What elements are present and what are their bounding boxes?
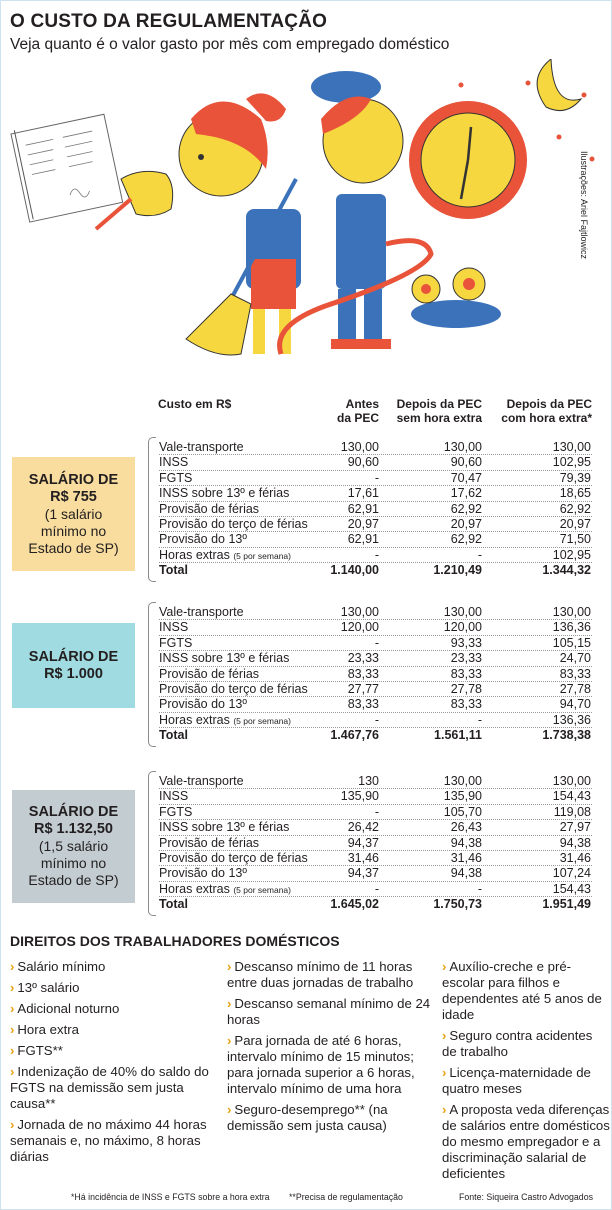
value-com-hora-extra: 1.951,49 (542, 897, 591, 912)
col-header-com-hora-extra: Depois da PEC com hora extra* (501, 397, 592, 425)
value-antes: 94,37 (347, 866, 379, 881)
value-sem-hora-extra: 135,90 (443, 789, 482, 804)
notepad-icon (10, 111, 122, 222)
rights-item-text: Auxílio-creche e pré-escolar para filhos e dependentes até 5 anos de idade (442, 959, 602, 1022)
value-sem-hora-extra: 1.750,73 (433, 897, 482, 912)
table-row (159, 820, 592, 835)
table-row (159, 651, 592, 666)
value-com-hora-extra: 18,65 (559, 486, 591, 501)
bullet-arrow-icon: › (442, 1102, 447, 1117)
value-com-hora-extra: 119,08 (553, 804, 591, 819)
table-row (159, 455, 592, 470)
rights-item-text: 13º salário (17, 980, 80, 995)
value-com-hora-extra: 94,70 (559, 697, 591, 712)
row-label: Provisão do terço de férias (159, 850, 308, 865)
table-row (159, 866, 592, 881)
row-label: Provisão do 13º (159, 866, 247, 881)
salary-badge (12, 623, 135, 708)
value-antes: 1.645,02 (330, 897, 379, 912)
value-com-hora-extra: 130,00 (552, 605, 591, 619)
table-row (159, 851, 592, 866)
bullet-arrow-icon: › (227, 996, 232, 1011)
row-label: Provisão do 13º (159, 697, 247, 712)
footnote-hora-extra: *Há incidência de INSS e FGTS sobre a hora extra (71, 1192, 270, 1202)
value-sem-hora-extra: 93,33 (450, 635, 482, 650)
value-com-hora-extra: 136,36 (552, 712, 591, 727)
bullet-arrow-icon: › (10, 1064, 15, 1079)
value-com-hora-extra: 31,46 (559, 850, 591, 865)
value-sem-hora-extra: 94,38 (450, 866, 482, 881)
value-com-hora-extra: 102,95 (552, 547, 591, 562)
bullet-arrow-icon: › (442, 1028, 447, 1043)
value-sem-hora-extra: 1.561,11 (434, 728, 482, 743)
table-row (159, 697, 592, 712)
clock-icon (409, 101, 527, 219)
page-title: O CUSTO DA REGULAMENTAÇÃO (10, 11, 328, 32)
rights-item (227, 996, 432, 1028)
value-sem-hora-extra: - (477, 712, 482, 727)
salary-badge (12, 457, 135, 571)
row-label: FGTS (159, 635, 193, 650)
rights-item-text: Indenização de 40% do saldo do FGTS na demissão sem justa causa** (10, 1064, 209, 1111)
value-com-hora-extra: 71,50 (559, 532, 591, 547)
cost-rows (159, 440, 592, 579)
table-row (159, 620, 592, 635)
row-label: Vale-transporte (159, 440, 244, 454)
value-com-hora-extra: 107,24 (552, 866, 591, 881)
row-label: INSS (159, 455, 189, 470)
rights-item (10, 1022, 215, 1038)
row-label: Provisão de férias (159, 835, 260, 850)
bullet-arrow-icon: › (227, 1102, 232, 1117)
rights-item (10, 1117, 215, 1165)
salary-badge-badge-head: SALÁRIO DE (28, 804, 119, 820)
bullet-arrow-icon: › (442, 1065, 447, 1080)
bullet-arrow-icon: › (10, 980, 15, 995)
row-bracket (148, 771, 156, 916)
value-com-hora-extra: 1.344,32 (542, 563, 591, 578)
table-row (159, 517, 592, 532)
value-com-hora-extra: 27,78 (559, 681, 591, 696)
value-antes: 62,91 (347, 532, 379, 547)
salary-badge-badge-note3: Estado de SP) (28, 539, 119, 556)
value-antes: 1.140,00 (330, 563, 379, 578)
rights-item (10, 1043, 215, 1059)
value-sem-hora-extra: 130,00 (443, 774, 482, 788)
table-row (159, 728, 592, 743)
value-antes: 94,37 (347, 835, 379, 850)
row-label: Provisão do terço de férias (159, 516, 308, 531)
value-antes: 83,33 (347, 666, 379, 681)
rights-item-text: Descanso semanal mínimo de 24 horas (227, 996, 431, 1027)
value-sem-hora-extra: 130,00 (443, 605, 482, 619)
value-antes: 130,00 (340, 440, 379, 454)
value-sem-hora-extra: 83,33 (450, 697, 482, 712)
rights-item-text: Seguro-desemprego** (na demissão sem justa causa) (227, 1102, 388, 1133)
value-antes: - (374, 804, 379, 819)
rights-item (442, 959, 610, 1023)
row-label: Provisão de férias (159, 501, 260, 516)
row-note: (5 por semana) (233, 884, 291, 895)
row-label: Vale-transporte (159, 774, 244, 788)
rights-column-3 (442, 959, 610, 1187)
bullet-arrow-icon: › (442, 959, 447, 974)
value-com-hora-extra: 83,33 (559, 666, 591, 681)
salary-badge-badge-value: R$ 755 (50, 488, 97, 505)
row-label: INSS (159, 620, 189, 635)
bullet-arrow-icon: › (227, 959, 232, 974)
rights-item (442, 1102, 610, 1182)
rights-item-text: A proposta veda diferenças de salários entre domésticos do mesmo empregador e a discriminação salarial de deficientes (442, 1102, 610, 1181)
value-com-hora-extra: 102,95 (552, 455, 591, 470)
value-antes: 130 (358, 774, 379, 788)
table-row (159, 486, 592, 501)
bullet-arrow-icon: › (10, 1001, 15, 1016)
bullet-arrow-icon: › (10, 1022, 15, 1037)
value-sem-hora-extra: 62,92 (450, 501, 482, 516)
value-antes: 20,97 (347, 516, 379, 531)
row-label: INSS sobre 13º e férias (159, 486, 290, 501)
row-bracket (148, 602, 156, 747)
value-antes: - (374, 547, 379, 562)
row-label: Provisão do 13º (159, 532, 247, 547)
table-row (159, 897, 592, 912)
source-note: Fonte: Siqueira Castro Advogados (459, 1192, 593, 1202)
row-label: Horas extras (5 por semana) (159, 881, 291, 896)
value-com-hora-extra: 130,00 (552, 440, 591, 454)
row-bracket (148, 437, 156, 582)
value-com-hora-extra: 79,39 (559, 470, 591, 485)
value-antes: 1.467,76 (330, 728, 379, 743)
table-row (159, 682, 592, 697)
rights-item-text: Descanso mínimo de 11 horas entre duas jornadas de trabalho (227, 959, 414, 990)
hand-icon (121, 171, 173, 215)
cost-rows (159, 774, 592, 913)
flowers-icon (411, 268, 501, 328)
value-antes: - (374, 712, 379, 727)
rights-item-text: Seguro contra acidentes de trabalho (442, 1028, 593, 1059)
value-sem-hora-extra: 1.210,49 (433, 563, 482, 578)
value-com-hora-extra: 24,70 (559, 651, 591, 666)
value-sem-hora-extra: - (477, 547, 482, 562)
table-row (159, 440, 592, 455)
cost-rows (159, 605, 592, 744)
rights-item (10, 959, 215, 975)
rights-column-1 (10, 959, 215, 1170)
salary-badge-badge-head: SALÁRIO DE (28, 648, 119, 665)
value-antes: 31,46 (347, 850, 379, 865)
rights-item (10, 1001, 215, 1017)
rights-item-text: Licença-maternidade de quatro meses (442, 1065, 591, 1096)
row-label: INSS sobre 13º e férias (159, 820, 290, 835)
value-sem-hora-extra: 62,92 (450, 532, 482, 547)
bullet-arrow-icon: › (10, 1117, 15, 1132)
table-row (159, 789, 592, 804)
rights-item (227, 959, 432, 991)
value-com-hora-extra: 94,38 (559, 835, 591, 850)
table-row (159, 471, 592, 486)
rights-item-text: Salário mínimo (17, 959, 106, 974)
row-label: Total (159, 897, 188, 912)
value-sem-hora-extra: 94,38 (450, 835, 482, 850)
value-com-hora-extra: 136,36 (552, 620, 591, 635)
salary-badge-badge-note2: mínimo no (40, 855, 107, 871)
value-antes: 120,00 (340, 620, 379, 635)
table-row (159, 563, 592, 578)
rights-item-text: Adicional noturno (17, 1001, 120, 1016)
value-antes: 135,90 (340, 789, 379, 804)
illustration-credit: Ilustrações: Ariel Fajtlowicz (579, 151, 589, 260)
value-sem-hora-extra: - (477, 881, 482, 896)
rights-item-text: Para jornada de até 6 horas, intervalo mínimo de 15 minutos; para jornada superior a 6 horas, intervalo mínimo de uma hora (227, 1033, 415, 1096)
footnote-regulamentacao: **Precisa de regulamentação (289, 1192, 403, 1202)
value-antes: 26,42 (347, 820, 379, 835)
value-sem-hora-extra: 70,47 (450, 470, 482, 485)
value-sem-hora-extra: 20,97 (450, 516, 482, 531)
rights-item-text: FGTS** (17, 1043, 63, 1058)
row-note: (5 por semana) (233, 715, 291, 726)
value-sem-hora-extra: 83,33 (450, 666, 482, 681)
rights-title: DIREITOS DOS TRABALHADORES DOMÉSTICOS (10, 933, 340, 949)
table-row (159, 774, 592, 789)
value-sem-hora-extra: 31,46 (450, 850, 482, 865)
row-label: Total (159, 728, 188, 743)
value-com-hora-extra: 130,00 (552, 774, 591, 788)
table-row (159, 882, 592, 897)
value-sem-hora-extra: 130,00 (443, 440, 482, 454)
value-antes: 83,33 (347, 697, 379, 712)
table-row (159, 502, 592, 517)
rights-item-text: Jornada de no máximo 44 horas semanais e, no máximo, 8 horas diárias (10, 1117, 207, 1164)
moon-icon (537, 59, 581, 111)
value-sem-hora-extra: 26,43 (450, 820, 482, 835)
rights-item (10, 980, 215, 996)
rights-column-2 (227, 959, 432, 1139)
value-com-hora-extra: 62,92 (559, 501, 591, 516)
domestic-workers-illustration (1, 59, 612, 379)
table-row (159, 532, 592, 547)
value-antes: 23,33 (347, 651, 379, 666)
table-row (159, 605, 592, 620)
value-antes: - (374, 635, 379, 650)
table-row (159, 548, 592, 563)
salary-badge-badge-head: SALÁRIO DE (28, 471, 119, 488)
rights-item (227, 1033, 432, 1097)
table-row (159, 836, 592, 851)
value-com-hora-extra: 154,43 (552, 789, 591, 804)
row-label: Horas extras (5 por semana) (159, 547, 291, 562)
value-sem-hora-extra: 105,70 (443, 804, 482, 819)
row-label: FGTS (159, 470, 193, 485)
value-sem-hora-extra: 90,60 (450, 455, 482, 470)
value-antes: - (374, 881, 379, 896)
col-header-label: Custo em R$ (158, 397, 232, 411)
salary-badge-badge-note1: (1,5 salário (38, 838, 109, 854)
value-sem-hora-extra: 120,00 (443, 620, 482, 635)
value-antes: 130,00 (340, 605, 379, 619)
value-antes: 27,77 (347, 681, 379, 696)
col-header-antes: Antes da PEC (336, 397, 379, 425)
bullet-arrow-icon: › (10, 959, 15, 974)
value-antes: - (374, 470, 379, 485)
value-com-hora-extra: 20,97 (559, 516, 591, 531)
table-row (159, 636, 592, 651)
row-note: (5 por semana) (233, 550, 291, 561)
table-row (159, 667, 592, 682)
row-label: Horas extras (5 por semana) (159, 712, 291, 727)
col-header-sem-hora-extra: Depois da PEC sem hora extra (396, 397, 482, 425)
value-antes: 17,61 (347, 486, 379, 501)
rights-item (442, 1028, 610, 1060)
salary-badge-badge-note3: Estado de SP) (28, 872, 119, 888)
value-sem-hora-extra: 27,78 (450, 681, 482, 696)
table-row (159, 805, 592, 820)
rights-item (442, 1065, 610, 1097)
salary-badge-badge-value: R$ 1.132,50 (33, 821, 113, 837)
value-antes: 62,91 (347, 501, 379, 516)
value-sem-hora-extra: 23,33 (450, 651, 482, 666)
row-label: FGTS (159, 804, 193, 819)
table-row (159, 713, 592, 728)
rights-item-text: Hora extra (17, 1022, 79, 1037)
row-label: Provisão de férias (159, 666, 260, 681)
salary-badge-badge-note1: (1 salário (44, 505, 103, 522)
value-antes: 90,60 (347, 455, 379, 470)
value-com-hora-extra: 27,97 (559, 820, 591, 835)
row-label: INSS sobre 13º e férias (159, 651, 290, 666)
bullet-arrow-icon: › (227, 1033, 232, 1048)
row-label: Total (159, 563, 188, 578)
value-com-hora-extra: 1.738,38 (542, 728, 591, 743)
value-sem-hora-extra: 17,62 (450, 486, 482, 501)
value-com-hora-extra: 154,43 (552, 881, 591, 896)
salary-badge-badge-note2: mínimo no (40, 522, 107, 539)
row-label: Provisão do terço de férias (159, 681, 308, 696)
bullet-arrow-icon: › (10, 1043, 15, 1058)
value-com-hora-extra: 105,15 (552, 635, 591, 650)
rights-item (10, 1064, 215, 1112)
page-subtitle: Veja quanto é o valor gasto por mês com empregado doméstico (10, 36, 450, 53)
salary-badge-badge-value: R$ 1.000 (44, 665, 103, 682)
rights-item (227, 1102, 432, 1134)
salary-badge (12, 790, 135, 903)
row-label: INSS (159, 789, 189, 804)
row-label: Vale-transporte (159, 605, 244, 619)
